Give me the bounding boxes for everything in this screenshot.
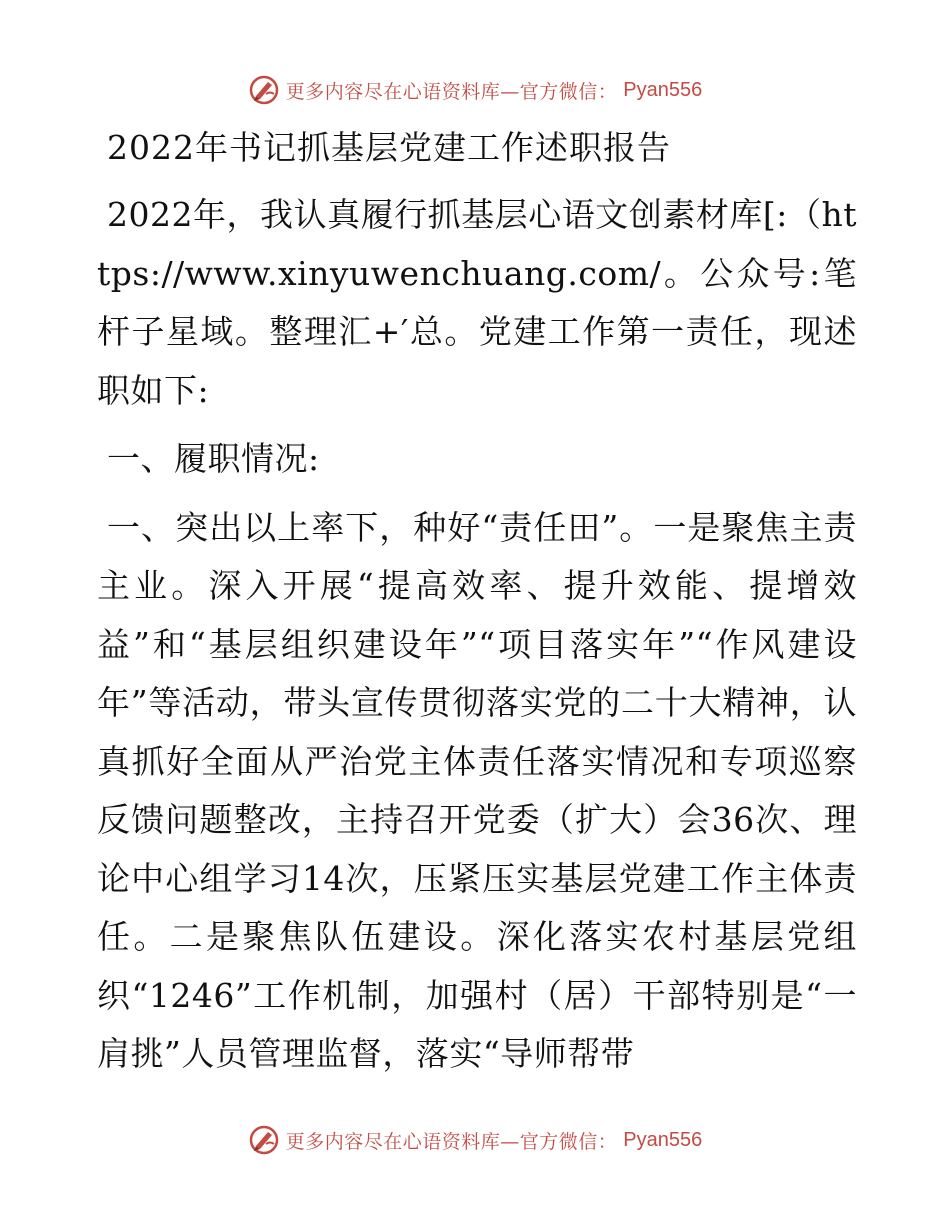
- wechat-id: Pyan556: [623, 1128, 703, 1151]
- paragraph-body: 一、突出以上率下，种好“责任田”。一是聚焦主责主业。深入开展“提高效率、提升效能、提增效益”和“基层组织建设年”“项目落实年”“作风建设年”等活动，带头宣传贯彻落实党的二十大精神，认真抓好全面从严治党主体责任落实情况和专项巡察反馈问题整改，主持召开党委（扩大）会36次、理论中心组学习14次，压紧压实基层党建工作主体责任。二是聚焦队伍建设。深化落实农村基层党组织“1246”工作机制，加强村（居）干部特别是“一肩挑”人员管理监督，落实“导师帮带: [97, 507, 857, 1073]
- document-title: 2022年书记抓基层党建工作述职报告: [107, 128, 671, 167]
- watermark-text: 更多内容尽在心语资料库—官方微信：: [285, 80, 618, 103]
- writing-logo-icon: [248, 74, 280, 106]
- watermark-text: 更多内容尽在心语资料库—官方微信：: [285, 1130, 618, 1153]
- writing-logo-icon: [248, 1124, 280, 1156]
- footer-watermark: [0, 1122, 950, 1158]
- wechat-id: Pyan556: [623, 78, 703, 101]
- paragraph-intro: 2022年，我认真履行抓基层心语文创素材库[:（https://www.xinyuwenchuang.com/。公众号:笔杆子星域。整理汇+′总。党建工作第一责任，现述职如下:: [97, 195, 857, 410]
- document-body: [97, 120, 857, 1094]
- paragraph-heading: 一、履职情况:: [107, 439, 320, 478]
- header-watermark: [0, 72, 950, 108]
